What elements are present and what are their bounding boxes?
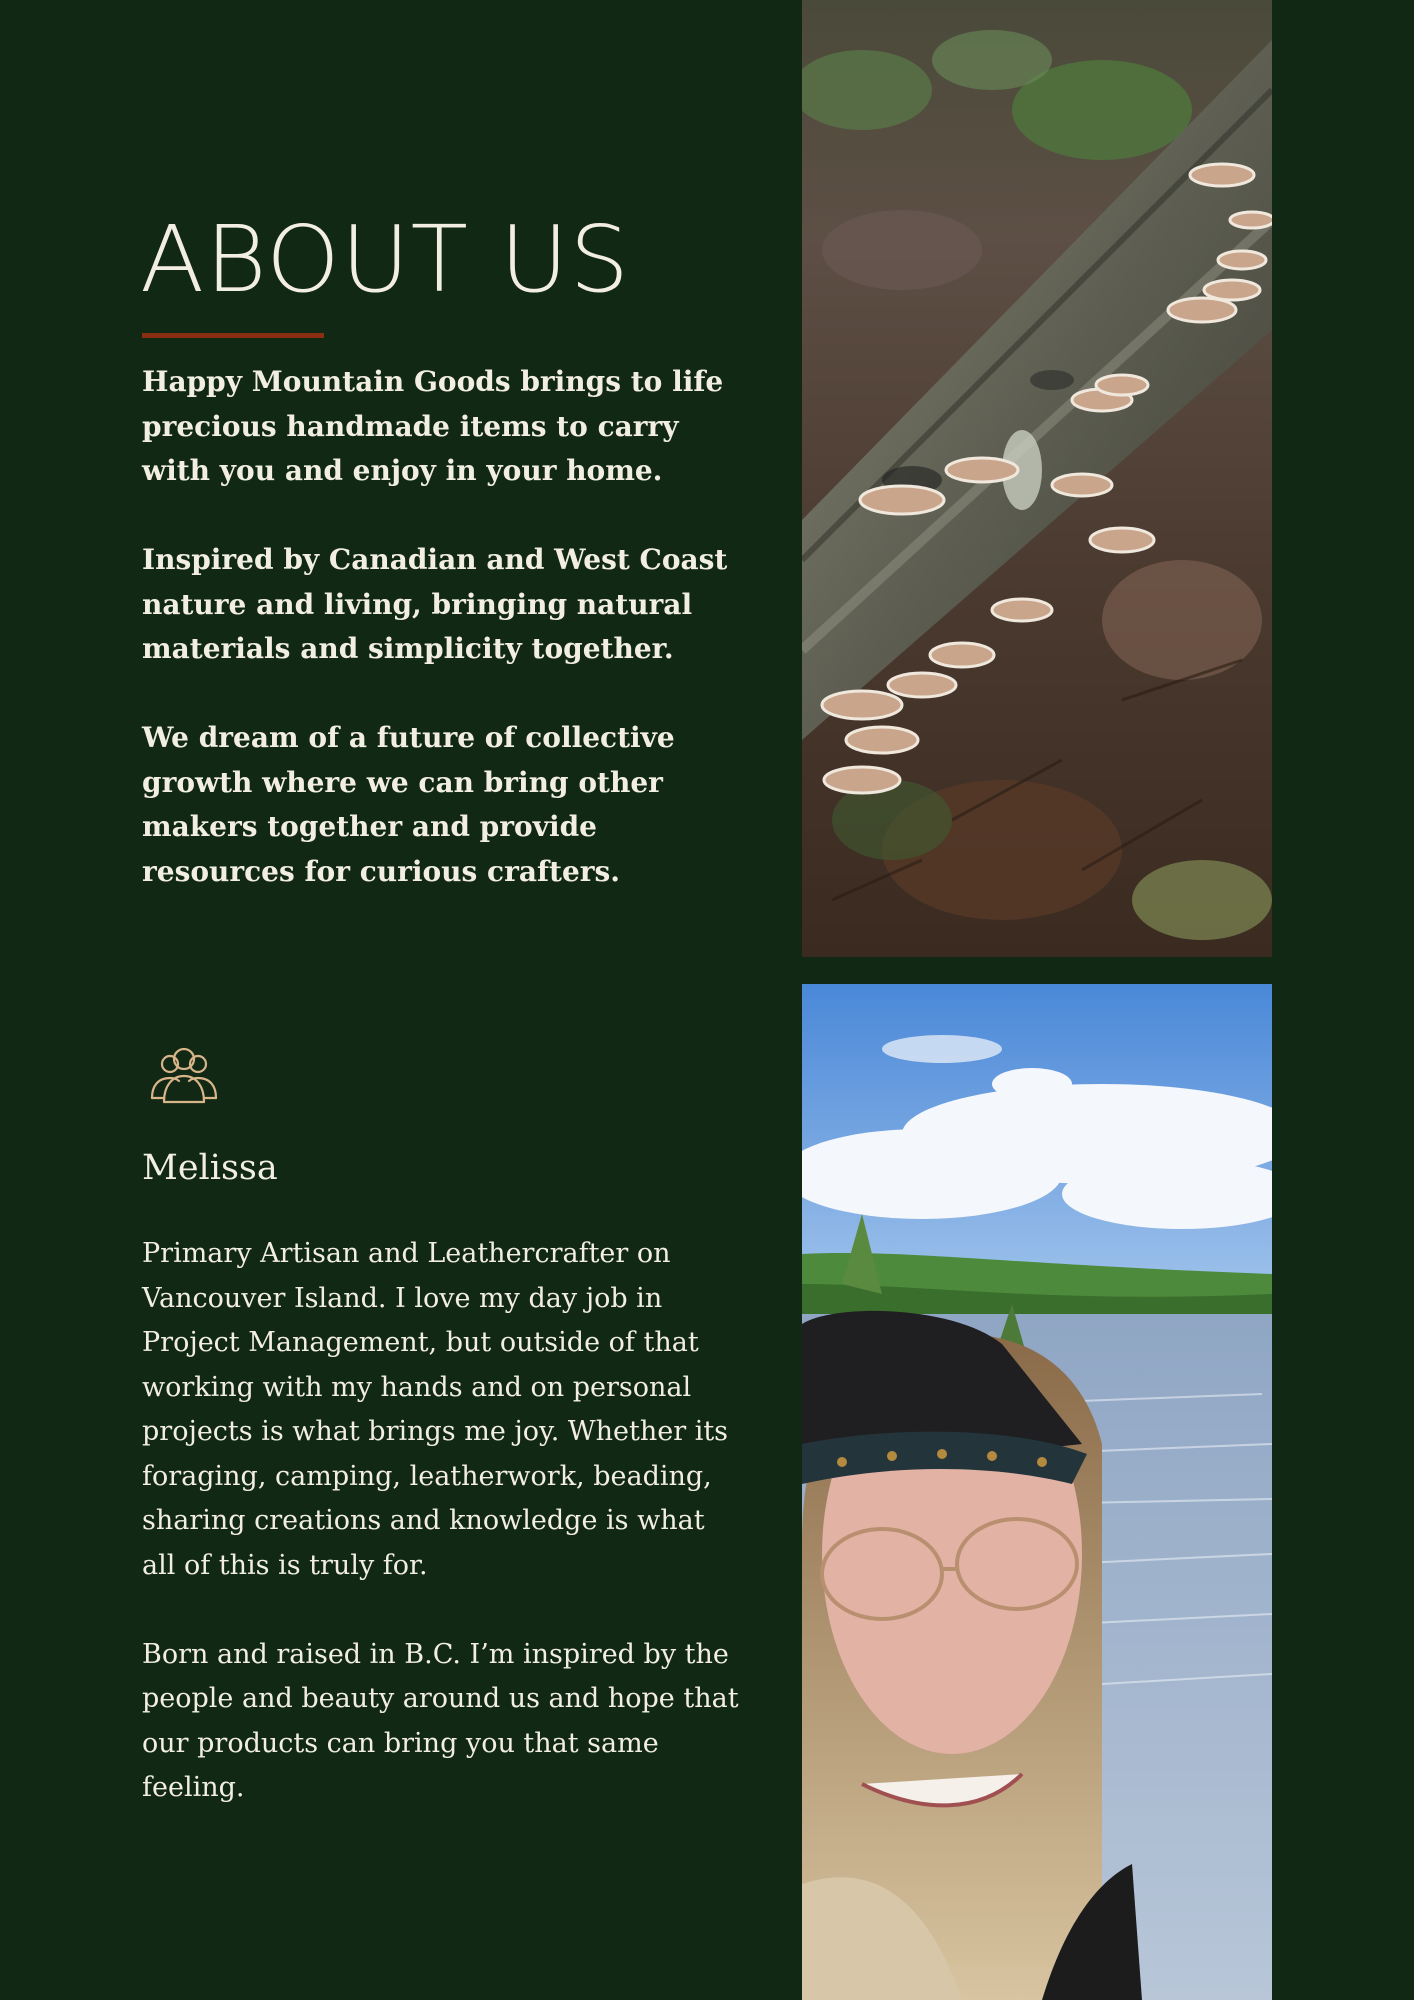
intro-paragraph: Inspired by Canadian and West Coast nature and living, bringing natural materials and simplicity together.: [142, 543, 728, 665]
bio-paragraph: Primary Artisan and Leathercrafter on Vancouver Island. I love my day job in Project Management, but outside of that working with my hands and on personal projects is what brings me joy. Whether its foraging, camping, leatherwork, beading, sharing creations and knowledge is what all of this is truly for.: [142, 1238, 729, 1581]
bio-paragraph: Born and raised in B.C. I’m inspired by the people and beauty around us and hope that our products can bring you that same feeling.: [142, 1638, 739, 1803]
lakeside-portrait-photo: [802, 984, 1272, 2000]
member-bio: [142, 1232, 742, 1855]
member-name: Melissa: [142, 1148, 278, 1188]
forest-log-mushrooms-photo: [802, 0, 1272, 957]
intro-paragraph: Happy Mountain Goods brings to life precious handmade items to carry with you and enjoy in your home.: [142, 365, 724, 487]
intro-paragraph: We dream of a future of collective growth where we can bring other makers together and provide resources for curious crafters.: [142, 721, 675, 888]
intro-text: [142, 360, 742, 939]
title-underline: [142, 333, 324, 338]
page-title: ABOUT US: [140, 206, 631, 313]
team-icon: [148, 1044, 220, 1104]
